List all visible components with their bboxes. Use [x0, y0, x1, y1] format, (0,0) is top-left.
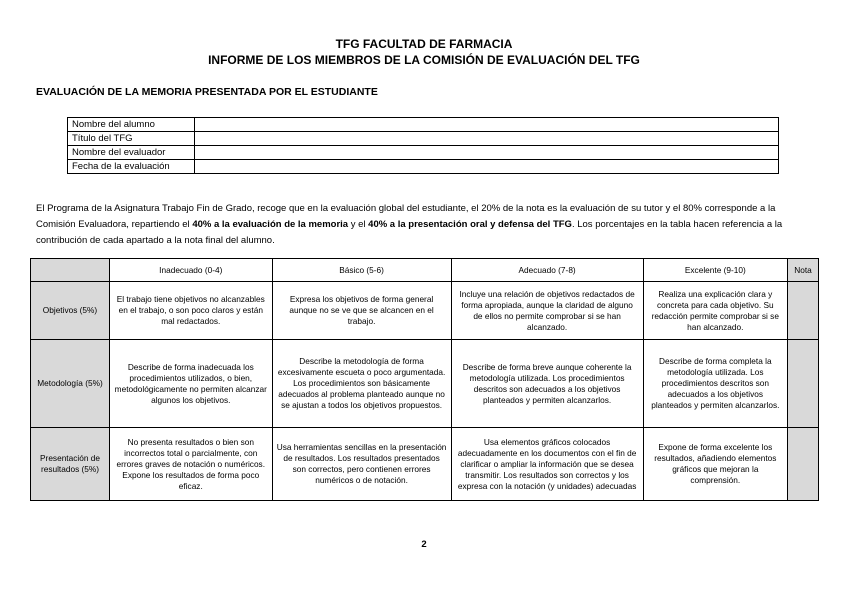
descriptor-adecuado: Incluye una relación de objetivos redactados de forma apropiada, aunque la claridad de alguno de ellos no permite comprobar si se han alcanzado.: [451, 282, 643, 340]
section-heading: EVALUACIÓN DE LA MEMORIA PRESENTADA POR EL ESTUDIANTE: [36, 86, 378, 98]
paragraph-text: El Programa de la Asignatura Trabajo Fin de Grado, recoge que en la evaluación global del estudiante, el 20% de la nota es la evaluación de su tutor y el 80% corresponde a la Comisión Evaluadora, repartiendo el: [36, 203, 776, 230]
nota-input-cell[interactable]: [788, 340, 819, 428]
paragraph-text: . Los porcentajes en la tabla hacen referencia a la contribución de cada apartado a la nota final del alumno.: [36, 219, 783, 246]
info-label: Nombre del evaluador: [68, 146, 195, 160]
rubric-row-metodologia: [31, 340, 819, 428]
intro-paragraph: [36, 201, 812, 249]
descriptor-basico: Usa herramientas sencillas en la presentación de resultados. Los resultados presentados son correctos, pero contienen errores numéricos o de notación.: [272, 428, 451, 501]
nota-input-cell[interactable]: [788, 428, 819, 501]
page-number: 2: [421, 539, 427, 550]
paragraph-bold-text: 40% a la presentación oral y defensa del TFG: [368, 219, 572, 230]
evaluation-rubric-table: [30, 258, 819, 501]
rubric-row-presentacion: [31, 428, 819, 501]
descriptor-inadecuado: No presenta resultados o bien son incorrectos total o parcialmente, con errores graves de notación o numéricos. Expone los resultados de forma poco eficaz.: [110, 428, 273, 501]
nota-input-cell[interactable]: [788, 282, 819, 340]
descriptor-basico: Expresa los objetivos de forma general aunque no se ve que se alcancen en el trabajo.: [272, 282, 451, 340]
header-inadecuado: Inadecuado (0-4): [110, 259, 273, 282]
header-excelente: Excelente (9-10): [643, 259, 787, 282]
info-label: Fecha de la evaluación: [68, 160, 195, 174]
criterion-label: Presentación de resultados (5%): [31, 428, 110, 501]
descriptor-inadecuado: Describe de forma inadecuada los procedimientos utilizados, o bien, metodológicamente no permiten alcanzar algunos los objetivos.: [110, 340, 273, 428]
paragraph-bold-text: 40% a la evaluación de la memoria: [192, 219, 349, 230]
info-value-field[interactable]: [195, 146, 779, 160]
criterion-label: Metodología (5%): [31, 340, 110, 428]
info-row-tfg-title: [68, 132, 779, 146]
descriptor-adecuado: Usa elementos gráficos colocados adecuadamente en los documentos con el fin de clarificar o ampliar la información que se desea transmitir. Los resultados son correctos y los expresa con la notación (y unidades) adecuadas: [451, 428, 643, 501]
info-value-field[interactable]: [195, 160, 779, 174]
rubric-corner-cell: [31, 259, 110, 282]
header-basico: Básico (5-6): [272, 259, 451, 282]
rubric-header-row: [31, 259, 819, 282]
descriptor-excelente: Realiza una explicación clara y concreta para cada objetivo. Su redacción permite comprobar si se han alcanzado.: [643, 282, 787, 340]
header-nota: Nota: [788, 259, 819, 282]
descriptor-inadecuado: El trabajo tiene objetivos no alcanzables en el trabajo, o son poco claros y están mal redactados.: [110, 282, 273, 340]
info-value-field[interactable]: [195, 132, 779, 146]
student-info-table: [67, 117, 779, 174]
info-row-student-name: [68, 118, 779, 132]
descriptor-basico: Describe la metodología de forma excesivamente escueta o poco argumentada. Los procedimientos son básicamente adecuados al problema planteado aunque no se ajustan a todos los objetivos propuestos.: [272, 340, 451, 428]
descriptor-excelente: Expone de forma excelente los resultados, añadiendo elementos gráficos que mejoran la comprensión.: [643, 428, 787, 501]
info-row-evaluator: [68, 146, 779, 160]
descriptor-excelente: Describe de forma completa la metodología utilizada. Los procedimientos descritos son adecuados a los objetivos planteados y permiten alcanzarlos.: [643, 340, 787, 428]
paragraph-text: y el: [348, 219, 369, 230]
descriptor-adecuado: Describe de forma breve aunque coherente la metodología utilizada. Los procedimientos descritos son adecuados a los objetivos planteados y permiten alcanzarlos.: [451, 340, 643, 428]
info-row-date: [68, 160, 779, 174]
info-label: Nombre del alumno: [68, 118, 195, 132]
criterion-label: Objetivos (5%): [31, 282, 110, 340]
rubric-row-objetivos: [31, 282, 819, 340]
header-adecuado: Adecuado (7-8): [451, 259, 643, 282]
info-value-field[interactable]: [195, 118, 779, 132]
document-subtitle: INFORME DE LOS MIEMBROS DE LA COMISIÓN DE EVALUACIÓN DEL TFG: [208, 53, 640, 67]
info-label: Título del TFG: [68, 132, 195, 146]
document-title: TFG FACULTAD DE FARMACIA: [335, 37, 513, 51]
